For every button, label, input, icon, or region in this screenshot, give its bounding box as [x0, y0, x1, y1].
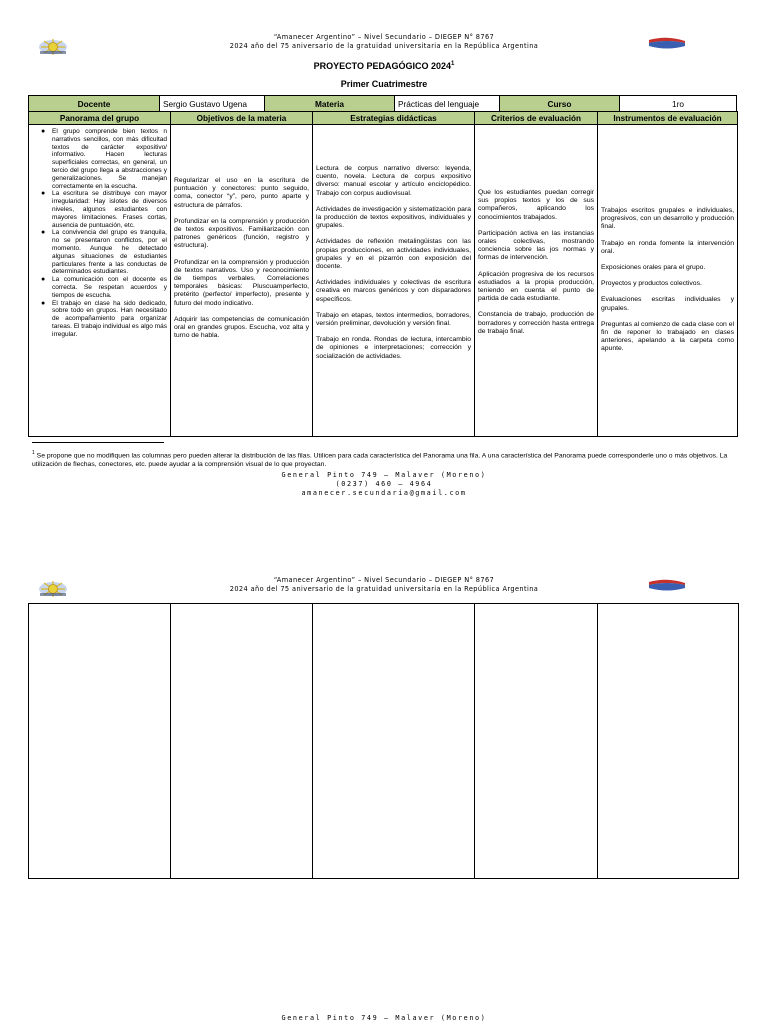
title-footnote-mark: 1	[451, 61, 455, 67]
estrategia-item: Lectura de corpus narrativo diverso: leyenda, cuento, novela. Lectura de corpus expositivo diverso: manual escolar y artículo enciclopédico. Trabajo con corpus audiovisual.	[316, 165, 471, 197]
curso-value: 1ro	[620, 96, 737, 112]
footer-phone: (0237) 460 – 4964	[335, 480, 433, 488]
estrategia-item: Trabajo en etapas, textos intermedios, borradores, versión preliminar, devolución y versión final.	[316, 311, 471, 328]
continuation-table	[28, 603, 739, 879]
document-subtitle: Primer Cuatrimestre	[340, 79, 428, 89]
panorama-item: ● La convivencia del grupo es tranquila, no se presentaron conflictos, por el momento. Aunque he detectado algunas situaciones de estudiantes particulares frente a las conductas de determinados estudiantes.	[52, 229, 167, 276]
column-header-objetivos: Objetivos de la materia	[171, 112, 313, 125]
panorama-item: ● La comunicación con el docente es correcta. Se respetan acuerdos y tiempos de escucha.	[52, 276, 167, 299]
empty-cell[interactable]	[598, 604, 739, 879]
footnote-rule	[32, 442, 164, 443]
empty-cell[interactable]	[171, 604, 313, 879]
header-line-2: 2024 año del 75 aniversario de la gratuidad universitaria en la República Argentina	[229, 585, 539, 593]
objetivo-item: Regularizar el uso en la escritura de puntuación y conectores: punto seguido, coma, conector “y”, pero, punto aparte y estructura de párrafos.	[174, 177, 309, 209]
instrumento-item: Exposiciones orales para el grupo.	[601, 264, 706, 272]
empty-cell[interactable]	[29, 604, 171, 879]
docente-value: Sergio Gustavo Ugena	[160, 96, 265, 112]
document-title	[0, 61, 768, 71]
estrategias-cell	[313, 125, 475, 437]
header-line-1: “Amanecer Argentino” – Nivel Secundario – DIEGEP N° 8767	[273, 33, 495, 41]
criterio-item: Que los estudiantes puedan corregir sus propios textos y los de sus compañeros, aplicando los conocimientos trabajados.	[478, 189, 594, 221]
criterio-item: Aplicación progresiva de los recursos estudiados a la propia producción, teniendo en cuenta el punto de partida de cada estudiante.	[478, 270, 594, 303]
pedagogical-table	[28, 111, 738, 437]
header-line-2: 2024 año del 75 aniversario de la gratuidad universitaria en la República Argentina	[229, 42, 539, 50]
materia-value: Prácticas del lenguaje	[395, 96, 500, 112]
estrategia-item: Trabajo en ronda. Rondas de lectura, intercambio de opiniones e interpretaciones; corrección y socialización de actividades.	[316, 336, 471, 360]
panorama-item: ● El grupo comprende bien textos n narrativos sencillos, con más dificultad textos de carácter expositivo/ informativo. Hacen lecturas superficiales correctas, en general, un tercio del grupo llega a abstracciones y generalizaciones. Se manejan correctamente en la escucha.	[52, 128, 167, 190]
materia-label: Materia	[265, 96, 395, 112]
column-header-criterios: Criterios de evaluación	[475, 112, 598, 125]
title-text: PROYECTO PEDAGÓGICO 2024	[313, 61, 452, 71]
docente-label: Docente	[29, 96, 160, 112]
criterio-item: Constancia de trabajo, producción de borradores y corrección hasta entrega de trabajo final.	[478, 311, 594, 335]
estrategia-item: Actividades de reflexión metalingüistas con las propias producciones, en actividades individuales, grupales y en el pizarrón con exposición del docente.	[316, 238, 471, 271]
footer-address: General Pinto 749 – Malaver (Moreno)	[281, 1014, 487, 1022]
instrumento-item: Preguntas al comienzo de cada clase con el fin de reponer lo trabajado en clases anteriores, apelando a la carpeta como apunte.	[601, 320, 734, 353]
info-table	[28, 95, 737, 112]
instrumento-item: Trabajos escritos grupales e individuales, progresivos, con un desarrollo y producción final.	[601, 207, 734, 231]
empty-cell[interactable]	[475, 604, 598, 879]
instrumentos-cell	[598, 125, 738, 437]
panorama-cell	[29, 125, 171, 437]
instrumento-item: Trabajo en ronda fomente la intervención oral.	[601, 239, 734, 255]
panorama-item: ● El trabajo en clase ha sido dedicado, sobre todo en grupos. Han necesitado de acompañamiento para organizar tareas. El trabajo individual es algo más irregular.	[52, 300, 167, 339]
footnote-text: Se propone que no modifiquen las columnas pero pueden alterar la distribución de las filas. Utilicen para cada característica del Panorama una fila. A una característica del Panorama puede corresponderle uno o más objetivos. La utilización de flechas, conectores, etc. puede ayudar a la comprensión visual de lo que proyectan.	[32, 452, 728, 469]
column-header-estrategias: Estrategias didácticas	[313, 112, 475, 125]
instrumento-item: Evaluaciones escritas individuales y grupales.	[601, 296, 734, 312]
panorama-item: ● La escritura se distribuye con mayor irregularidad: Hay islotes de diversos niveles, algunos estudiantes con mayores limitaciones. Frases cortas, ausencia de puntuación, etc.	[52, 190, 167, 229]
column-header-panorama: Panorama del grupo	[29, 112, 171, 125]
instrumento-item: Proyectos y productos colectivos.	[601, 280, 702, 288]
header-line-1: “Amanecer Argentino” – Nivel Secundario – DIEGEP N° 8767	[273, 576, 495, 584]
footnote	[32, 449, 742, 469]
criterios-cell	[475, 125, 598, 437]
criterio-item: Participación activa en las instancias orales colectivas, mostrando conciencia sobre las jos normas y formas de intervención.	[478, 229, 594, 262]
objetivo-item: Profundizar en la comprensión y producción de textos narrativos. Uso y reconocimiento de tiempos verbales. Correlaciones temporales básicas: Pluscuamperfecto, pretérito (perfecto/ imperfecto), presente y futuro del modo indicativo.	[174, 258, 309, 307]
estrategia-item: Actividades individuales y colectivas de escritura creativa en marcos genéricos y con disparadores específicos.	[316, 279, 471, 303]
estrategia-item: Actividades de investigación y sistematización para la producción de textos expositivos, individuales y grupales.	[316, 205, 471, 230]
footer-email: amanecer.secundaria@gmail.com	[301, 489, 467, 497]
column-header-instrumentos: Instrumentos de evaluación	[598, 112, 738, 125]
footer-address: General Pinto 749 – Malaver (Moreno)	[281, 471, 487, 479]
objetivos-cell	[171, 125, 313, 437]
empty-cell[interactable]	[313, 604, 475, 879]
objetivo-item: Adquirir las competencias de comunicación oral en grandes grupos. Escucha, voz alta y turno de habla.	[174, 315, 309, 340]
footnote-mark: 1	[32, 450, 35, 456]
objetivo-item: Profundizar en la comprensión y producción de textos expositivos. Familiarización con patrones genéricos (función, registro y estructura).	[174, 217, 309, 250]
curso-label: Curso	[500, 96, 620, 112]
